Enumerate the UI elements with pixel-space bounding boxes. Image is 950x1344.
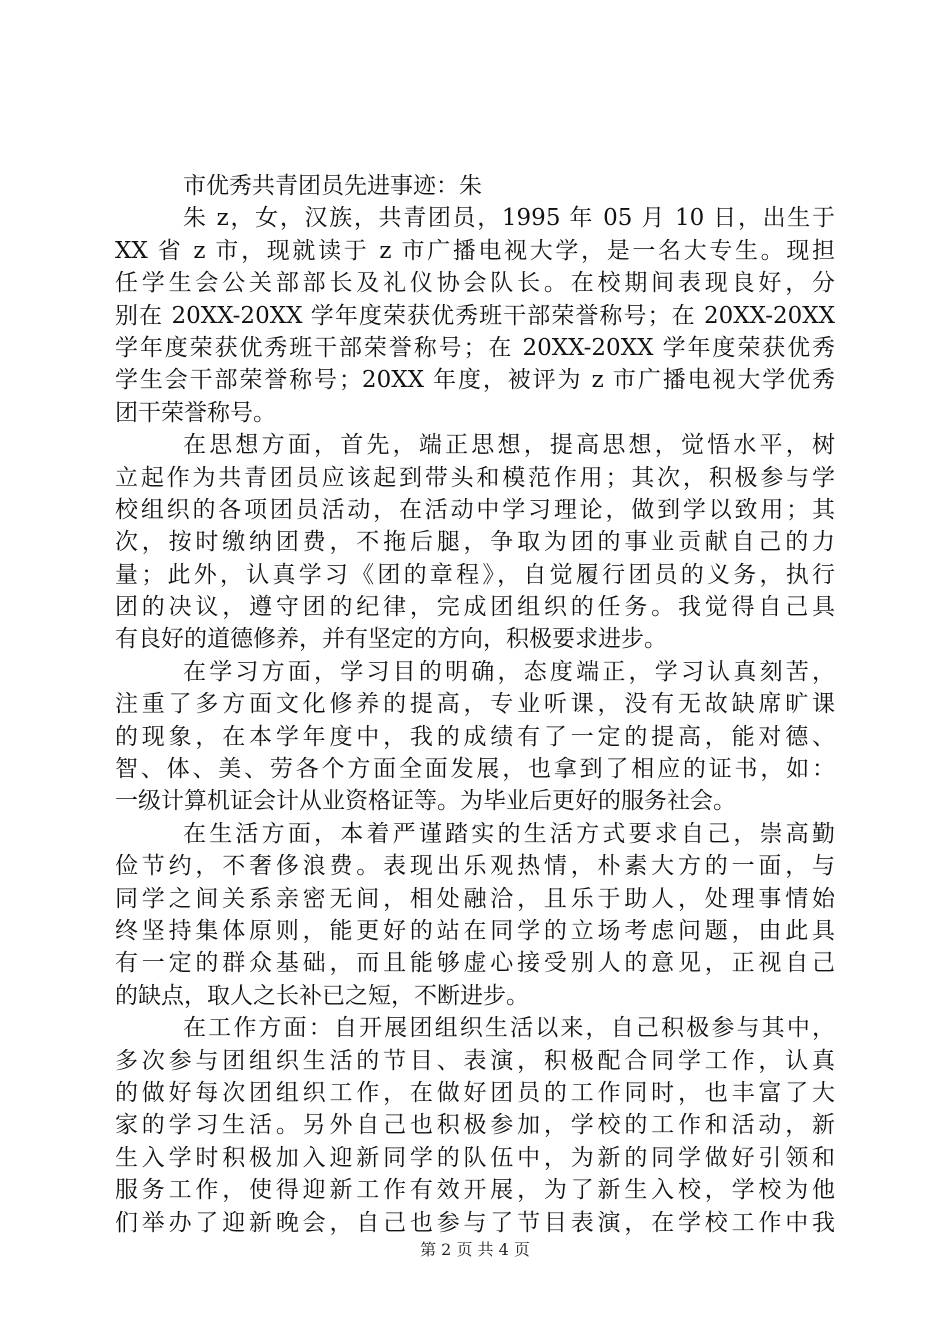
paragraph-intro (115, 202, 835, 429)
text-line: 服务工作，使得迎新工作有效开展，为了新生入校，学校为他 (115, 1177, 835, 1204)
text-line: 团的决议，遵守团的纪律，完成团组织的任务。我觉得自己具 (115, 594, 835, 621)
text-line: 在生活方面，本着严谨踏实的生活方式要求自己，崇高勤 (183, 820, 835, 847)
text-line: 多次参与团组织生活的节目、表演，积极配合同学工作，认真 (115, 1047, 835, 1074)
text-line: XX 省 z 市，现就读于 z 市广播电视大学，是一名大专生。现担 (115, 237, 835, 264)
paragraph-study (115, 656, 835, 818)
text-line: 任学生会公关部部长及礼仪协会队长。在校期间表现良好，分 (115, 270, 835, 297)
text-line: 生入学时积极加入迎新同学的队伍中，为新的同学做好引领和 (115, 1144, 835, 1171)
text-line: 的做好每次团组织工作，在做好团员的工作同时，也丰富了大 (115, 1079, 835, 1106)
paragraph-thought (115, 429, 835, 656)
page-footer: 第 2 页 共 4 页 (420, 1240, 530, 1259)
text-line: 别在 20XX-20XX 学年度荣获优秀班干部荣誉称号；在 20XX-20XX (115, 302, 835, 329)
text-line: 有一定的群众基础，而且能够虚心接受别人的意见，正视自己 (115, 950, 835, 977)
text-line: 市优秀共青团员先进事迹：朱 (183, 173, 482, 199)
text-line: 有良好的道德修养，并有坚定的方向，积极要求进步。 (115, 626, 667, 653)
text-line: 学生会干部荣誉称号；20XX 年度，被评为 z 市广播电视大学优秀 (115, 367, 835, 394)
text-line: 在思想方面，首先，端正思想，提高思想，觉悟水平，树 (183, 432, 835, 459)
text-line: 终坚持集体原则，能更好的站在同学的立场考虑问题，由此具 (115, 917, 835, 944)
text-line: 朱 z，女，汉族，共青团员，1995 年 05 月 10 日，出生于 (183, 205, 835, 232)
text-line: 学年度荣获优秀班干部荣誉称号；在 20XX-20XX 学年度荣获优秀 (115, 334, 835, 361)
text-line: 团干荣誉称号。 (115, 399, 276, 426)
text-line: 量；此外，认真学习《团的章程》，自觉履行团员的义务，执行 (115, 561, 835, 588)
paragraph-life (115, 818, 835, 1012)
text-line: 同学之间关系亲密无间，相处融洽，且乐于助人，处理事情始 (115, 885, 835, 912)
text-line: 家的学习生活。另外自己也积极参加，学校的工作和活动，新 (115, 1112, 835, 1139)
text-line: 注重了多方面文化修养的提高，专业听课，没有无故缺席旷课 (115, 691, 835, 718)
text-line: 立起作为共青团员应该起到带头和模范作用；其次，积极参与学 (115, 464, 835, 491)
text-line: 的现象，在本学年度中，我的成绩有了一定的提高，能对德、 (115, 723, 835, 750)
title-paragraph (115, 170, 835, 202)
text-line: 们举办了迎新晚会，自己也参与了节目表演，在学校工作中我 (115, 1209, 835, 1236)
text-line: 智、体、美、劳各个方面全面发展，也拿到了相应的证书，如： (115, 756, 835, 783)
text-line: 次，按时缴纳团费，不拖后腿，争取为团的事业贡献自己的力 (115, 529, 835, 556)
text-line: 一级计算机证会计从业资格证等。为毕业后更好的服务社会。 (115, 788, 736, 815)
text-line: 在工作方面：自开展团组织生活以来，自己积极参与其中， (183, 1015, 835, 1042)
paragraph-work (115, 1012, 835, 1239)
text-line: 校组织的各项团员活动，在活动中学习理论，做到学以致用；其 (115, 496, 835, 523)
document-body (115, 170, 835, 1239)
text-line: 在学习方面，学习目的明确，态度端正，学习认真刻苦， (183, 658, 835, 685)
text-line: 的缺点，取人之长补已之短，不断进步。 (115, 982, 529, 1009)
text-line: 俭节约，不奢侈浪费。表现出乐观热情，朴素大方的一面，与 (115, 853, 835, 880)
